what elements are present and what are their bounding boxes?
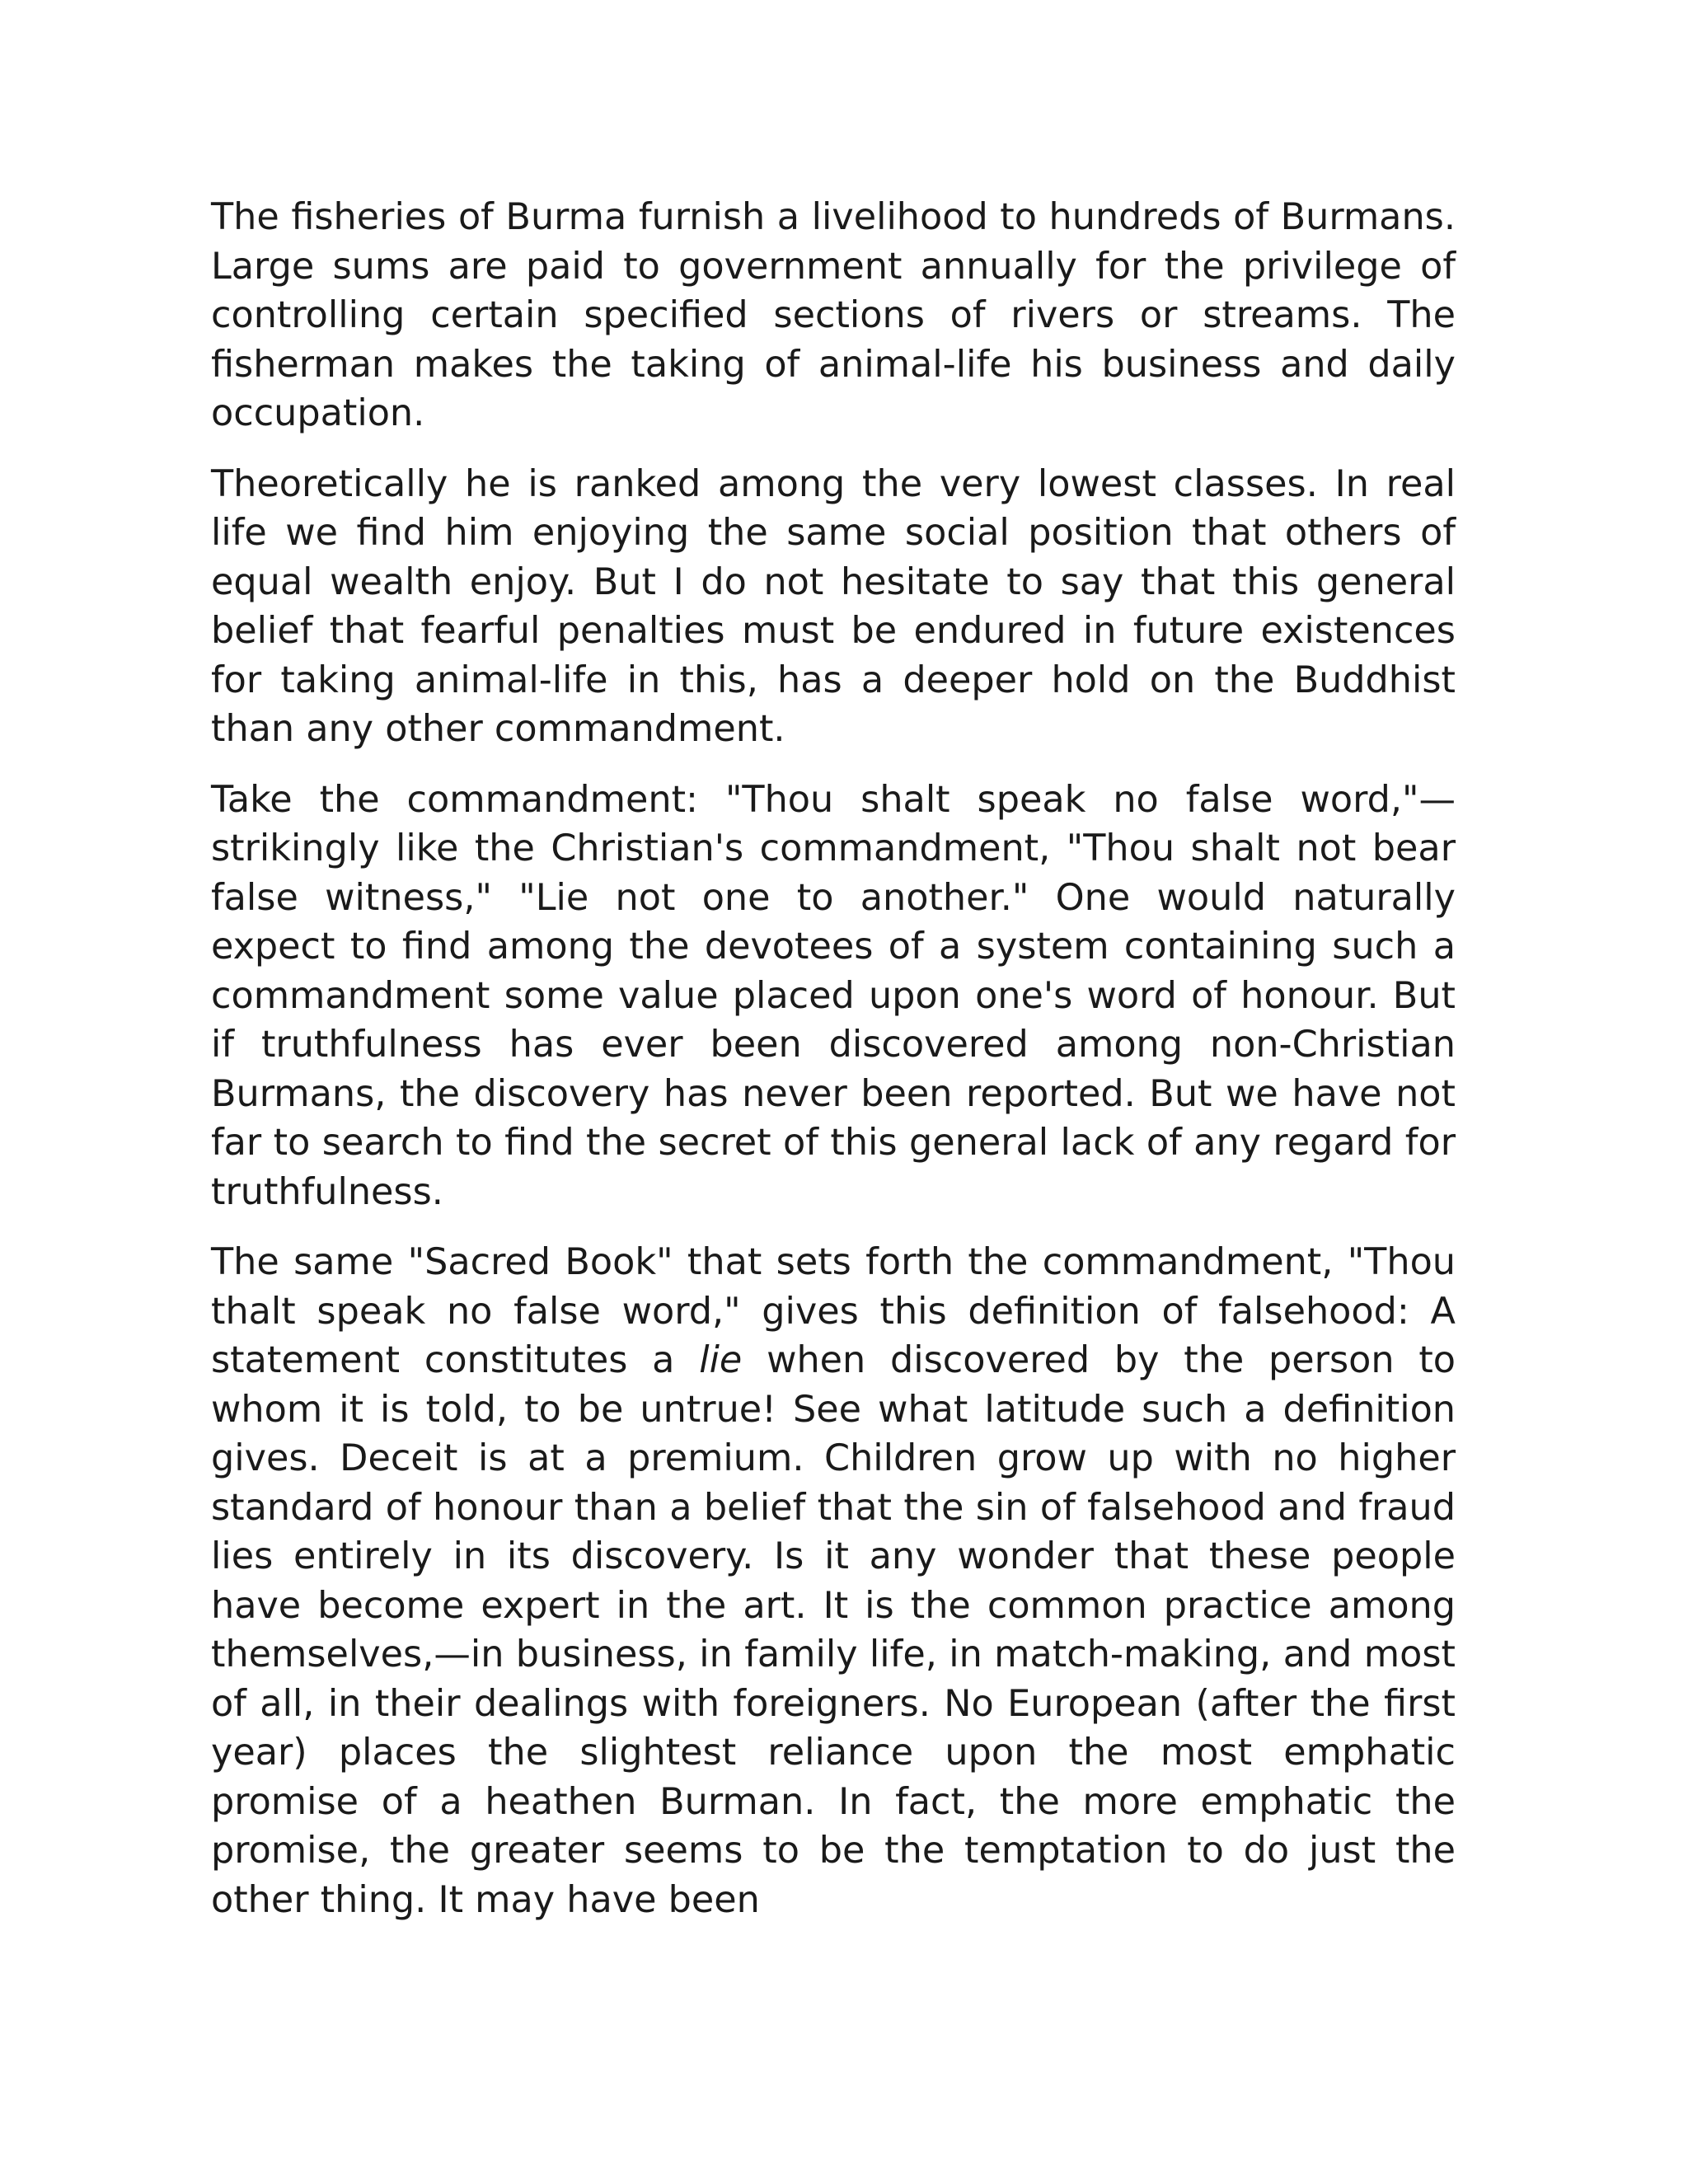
paragraph-commandment <box>211 776 1456 1217</box>
paragraph-fisheries <box>211 193 1456 438</box>
italic-word-lie: lie <box>699 1339 743 1381</box>
paragraph-sacred-book <box>211 1238 1456 1924</box>
paragraph-text: Take the commandment: "Thou shalt speak no false word,"—strikingly like the Christian's commandment, "Thou shalt not bear false witness," "Lie not one to another." One would naturally expect to find among the devotees of a system containing such a commandment some value placed upon one's word of honour. But if truthfulness has ever been discovered among non-Christian Burmans, the discovery has never been reported. But we have not far to search to find the secret of this general lack of any regard for truthfulness. <box>211 778 1456 1213</box>
paragraph-text: Theoretically he is ranked among the very lowest classes. In real life we find him enjoying the same social position that others of equal wealth enjoy. But I do not hesitate to say that this general belief that fearful penalties must be endured in future existences for taking animal-life in this, has a deeper hold on the Buddhist than any other commandment. <box>211 462 1456 750</box>
paragraph-theoretically <box>211 460 1456 754</box>
paragraph-text: The fisheries of Burma furnish a livelihood to hundreds of Burmans. Large sums are paid to government annually for the privilege of controlling certain specified sections of rivers or streams. The fisherman makes the taking of animal-life his business and daily occupation. <box>211 196 1456 434</box>
paragraph-text: The same "Sacred Book" that sets forth the commandment, "Thou thalt speak no false word," gives this definition of falsehood: A statement constitutes a <box>211 1241 1456 1381</box>
paragraph-text: when discovered by the person to whom it is told, to be untrue! See what latitude such a definition gives. Deceit is at a premium. Children grow up with no higher standard of honour than a belief that the sin of falsehood and fraud lies entirely in its discovery. Is it any wonder that these people have become expert in the art. It is the common practice among themselves,—in business, in family life, in match-making, and most of all, in their dealings with foreigners. No European (after the first year) places the slightest reliance upon the most emphatic promise of a heathen Burman. In fact, the more emphatic the promise, the greater seems to be the temptation to do just the other thing. It may have been <box>211 1339 1456 1921</box>
document-page <box>211 193 1456 1946</box>
